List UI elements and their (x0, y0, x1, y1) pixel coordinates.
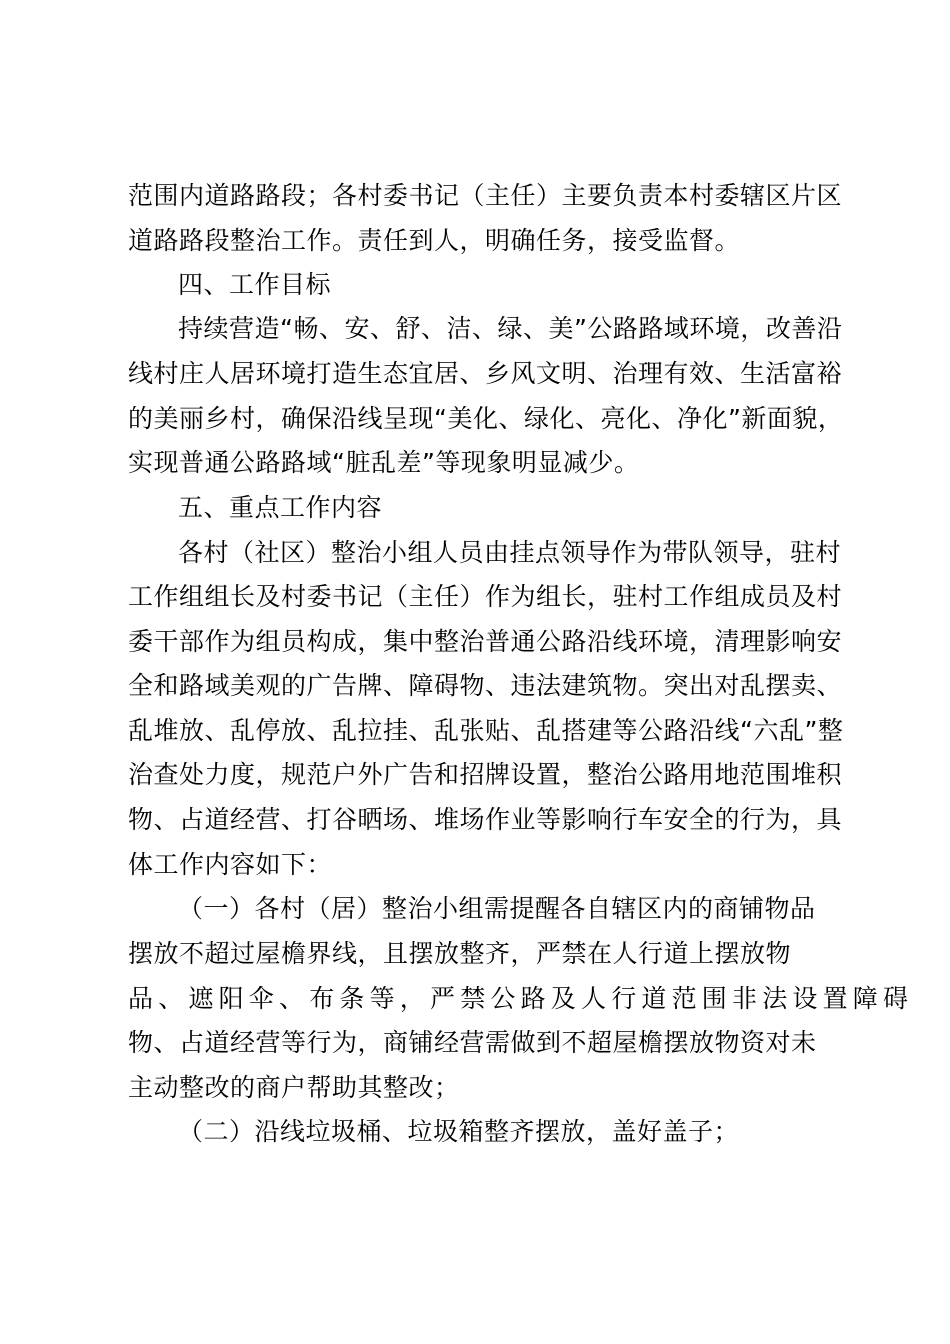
text-line: 各村（社区）整治小组人员由挂点领导作为带队领导，驻村 (178, 538, 842, 567)
text-line: 的美丽乡村，确保沿线呈现“美化、绿化、亮化、净化”新面貌， (128, 404, 844, 433)
text-line: 治查处力度，规范户外广告和招牌设置，整治公路用地范围堆积 (128, 760, 843, 789)
text-line: 品、遮阳伞、布条等，严禁公路及人行道范围非法设置障碍 (128, 984, 914, 1013)
text-line: 道路路段整治工作。责任到人，明确任务，接受监督。 (128, 226, 741, 255)
text-line: 物、占道经营、打谷晒场、堆场作业等影响行车安全的行为，具 (128, 805, 843, 834)
section-heading: 四、工作目标 (178, 270, 332, 299)
text-line: 工作组组长及村委书记（主任）作为组长，驻村工作组成员及村 (128, 582, 843, 611)
text-line: 全和路域美观的广告牌、障碍物、违法建筑物。突出对乱摆卖、 (128, 671, 843, 700)
text-line: 持续营造“畅、安、舒、洁、绿、美”公路路域环境，改善沿 (178, 314, 843, 343)
section-heading: 五、重点工作内容 (178, 493, 383, 522)
text-line: 线村庄人居环境打造生态宜居、乡风文明、治理有效、生活富裕 (128, 359, 843, 388)
text-line: （一）各村（居）整治小组需提醒各自辖区内的商铺物品 (178, 894, 816, 923)
text-line: 体工作内容如下： (128, 850, 333, 879)
text-line: 委干部作为组员构成，集中整治普通公路沿线环境，清理影响安 (128, 627, 843, 656)
text-line: 实现普通公路路域“脏乱差”等现象明显减少。 (128, 448, 640, 477)
text-line: 摆放不超过屋檐界线，且摆放整齐，严禁在人行道上摆放物 (128, 939, 792, 968)
text-line: 主动整改的商户帮助其整改； (128, 1073, 460, 1102)
text-line: 物、占道经营等行为，商铺经营需做到不超屋檐摆放物资对未 (128, 1028, 817, 1057)
text-line: 乱堆放、乱停放、乱拉挂、乱张贴、乱搭建等公路沿线“六乱”整 (128, 716, 844, 745)
text-line: 范围内道路路段；各村委书记（主任）主要负责本村委辖区片区 (128, 181, 843, 210)
text-line: （二）沿线垃圾桶、垃圾箱整齐摆放，盖好盖子； (178, 1117, 740, 1146)
